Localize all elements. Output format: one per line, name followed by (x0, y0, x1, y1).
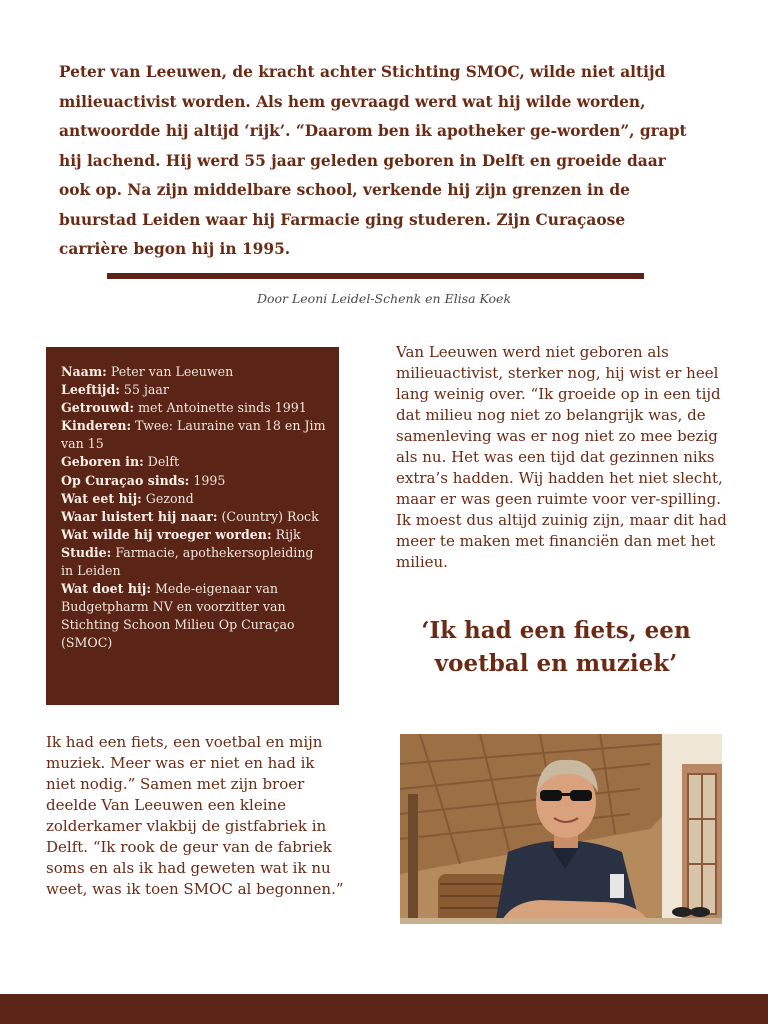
fact-label: Getrouwd: (61, 400, 135, 416)
fact-item (61, 526, 329, 544)
portrait-photo (400, 734, 722, 924)
fact-value: 1995 (189, 472, 226, 488)
fact-label: Kinderen: (61, 418, 132, 434)
fact-label: Wat eet hij: (61, 490, 142, 506)
fact-item (61, 363, 329, 381)
fact-label: Wat doet hij: (61, 581, 151, 597)
divider-rule (107, 273, 644, 279)
fact-value: Rijk (271, 526, 301, 542)
intro-paragraph: Peter van Leeuwen, de kracht achter Stichting SMOC, wilde niet altijd milieuactivist worden. Als hem gevraagd werd wat hij wilde worden, antwoordde hij altijd ‘rijk’. “Daarom ben ik apotheker ge-worden”, grapt hij lachend. Hij werd 55 jaar geleden geboren in Delft en groeide daar ook op. Na zijn middelbare school, verkende hij zijn grenzen in de buurstad Leiden waar hij Farmacie ging studeren. Zijn Curaçaose carrière begon hij in 1995. (59, 63, 687, 258)
fact-value: met Antoinette sinds 1991 (134, 400, 307, 416)
fact-value: Farmacie, apothekersopleiding in Leiden (61, 544, 314, 579)
fact-label: Geboren in: (61, 454, 144, 470)
fact-item (61, 453, 329, 471)
fact-value: 55 jaar (119, 382, 169, 398)
fact-item (61, 381, 329, 399)
fact-value: Twee: Lauraine van 18 en Jim van 15 (61, 418, 326, 452)
fact-value: Gezond (141, 490, 194, 506)
footer-bar (0, 994, 768, 1024)
left-column-text: Ik had een fiets, een voetbal en mijn muziek. Meer was er niet en had ik niet nodig.” Samen met zijn broer deelde Van Leeuwen een kleine zolderkamer vlakbij de gistfabriek in Delft. “Ik rook de geur van de fabriek soms en als ik had geweten wat ik nu weet, was ik toen SMOC al begonnen.” (46, 733, 344, 898)
right-column-text: Van Leeuwen werd niet geboren als milieuactivist, sterker nog, hij wist er heel lang weinig over. “Ik groeide op in een tijd dat milieu nog niet zo belangrijk was, de samenleving was er nog niet zo mee bezig als nu. Het was een tijd dat gezinnen niks extra’s hadden. Wij hadden het niet slecht, maar er was geen ruimte voor ver-spilling. Ik moest dus altijd zuinig zijn, maar dit had meer te maken met financiën dan met het milieu. (396, 343, 727, 571)
byline: Door Leoni Leidel-Schenk en Elisa Koek (256, 291, 512, 306)
fact-value: Mede-eigenaar van Budgetpharm NV en voorzitter van Stichting Schoon Milieu Op Curaçao (SMOC) (61, 581, 295, 651)
fact-label: Studie: (61, 544, 112, 560)
fact-item (61, 399, 329, 417)
fact-label: Leeftijd: (61, 382, 120, 398)
fact-label: Naam: (61, 364, 107, 379)
fact-value: Delft (143, 454, 180, 470)
fact-item (61, 417, 329, 453)
fact-label: Op Curaçao sinds: (61, 472, 190, 488)
fact-box (46, 347, 339, 705)
fact-label: Waar luistert hij naar: (61, 508, 218, 524)
fact-item (61, 490, 329, 508)
fact-item (61, 472, 329, 490)
fact-label: Wat wilde hij vroeger worden: (61, 526, 272, 542)
fact-item (61, 544, 329, 580)
fact-value: Peter van Leeuwen (106, 364, 234, 379)
fact-item (61, 508, 329, 526)
pull-quote: ‘Ik had een fiets, een voetbal en muziek’ (421, 617, 691, 677)
fact-value: (Country) Rock (217, 508, 319, 524)
fact-item (61, 580, 329, 652)
